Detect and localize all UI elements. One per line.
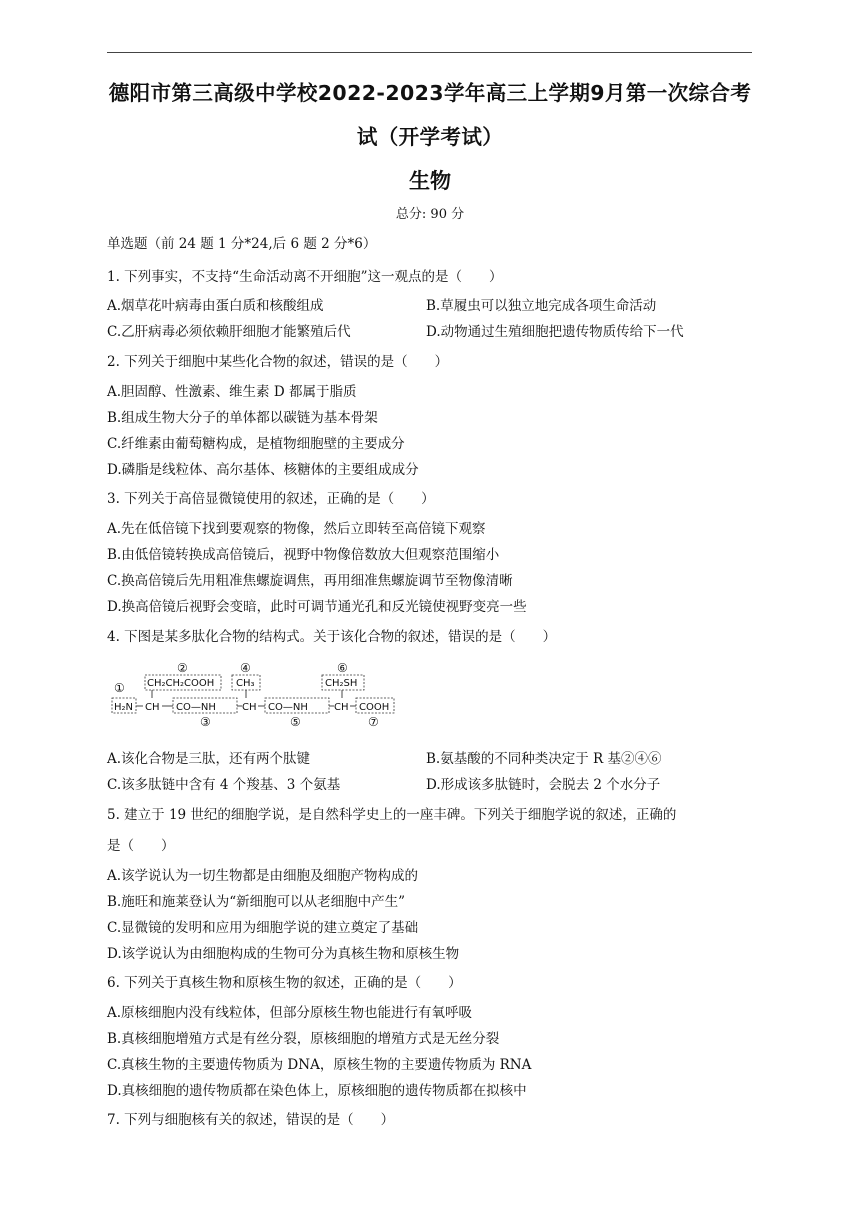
q1-option-b: B.草履虫可以独立地完成各项生命活动: [426, 298, 657, 314]
q5-option-c: C.显微镜的发明和应用为细胞学说的建立奠定了基础: [107, 920, 419, 936]
q6-option-a: A.原核细胞内没有线粒体，但部分原核生物也能进行有氧呼吸: [107, 1005, 473, 1021]
q3-option-c: C.换高倍镜后先用粗准焦螺旋调焦，再用细准焦螺旋调节至物像清晰: [107, 573, 513, 589]
label-3: ③: [200, 715, 211, 729]
label-7: ⑦: [368, 715, 379, 729]
amino-group: H₂N: [114, 702, 134, 713]
exam-title-line2: 试（开学考试）: [356, 125, 504, 149]
q7-stem: 7. 下列与细胞核有关的叙述，错误的是（ ）: [107, 1112, 395, 1128]
exam-title-line1: 德阳市第三高级中学校2022-2023学年高三上学期9月第一次综合考: [108, 81, 752, 105]
q3-option-d: D.换高倍镜后视野会变暗，此时可调节通光孔和反光镜使视野变亮一些: [107, 599, 527, 615]
r-group-4: CH₃: [236, 678, 255, 689]
peptide-bond-5: CO—NH: [268, 702, 308, 713]
q6-stem: 6. 下列关于真核生物和原核生物的叙述，正确的是（ ）: [107, 975, 462, 991]
q2-option-c: C.纤维素由葡萄糖构成，是植物细胞壁的主要成分: [107, 436, 405, 452]
q5-stem-line2: 是（ ）: [107, 838, 175, 854]
q6-option-c: C.真核生物的主要遗传物质为 DNA，原核生物的主要遗传物质为 RNA: [107, 1057, 532, 1073]
alpha-carbon-1: CH: [145, 702, 160, 713]
alpha-carbon-3: CH: [334, 702, 349, 713]
header-rule: [107, 52, 752, 53]
q4-option-d: D.形成该多肽链时，会脱去 2 个水分子: [426, 777, 661, 793]
q4-option-a: A.该化合物是三肽，还有两个肽键: [107, 751, 311, 767]
q5-option-d: D.该学说认为由细胞构成的生物可分为真核生物和原核生物: [107, 946, 460, 962]
q3-stem: 3. 下列关于高倍显微镜使用的叙述，正确的是（ ）: [107, 491, 435, 507]
q2-option-d: D.磷脂是线粒体、高尔基体、核糖体的主要组成成分: [107, 462, 419, 478]
q5-option-a: A.该学说认为一切生物都是由细胞及细胞产物构成的: [107, 868, 419, 884]
label-4: ④: [240, 661, 251, 675]
q4-stem: 4. 下图是某多肽化合物的结构式。关于该化合物的叙述，错误的是（ ）: [107, 629, 557, 645]
q2-stem: 2. 下列关于细胞中某些化合物的叙述，错误的是（ ）: [107, 354, 449, 370]
total-score: 总分: 90 分: [395, 207, 465, 222]
q3-option-b: B.由低倍镜转换成高倍镜后，视野中物像倍数放大但观察范围缩小: [107, 547, 500, 563]
q2-option-b: B.组成生物大分子的单体都以碳链为基本骨架: [107, 410, 378, 426]
section-heading: 单选题（前 24 题 1 分*24,后 6 题 2 分*6）: [107, 236, 377, 252]
q3-option-a: A.先在低倍镜下找到要观察的物像，然后立即转至高倍镜下观察: [107, 521, 486, 537]
label-2: ②: [177, 661, 188, 675]
q4-option-b: B.氨基酸的不同种类决定于 R 基②④⑥: [426, 751, 662, 767]
peptide-bond-3: CO—NH: [176, 702, 216, 713]
q1-option-c: C.乙肝病毒必须依赖肝细胞才能繁殖后代: [107, 324, 351, 340]
q4-option-c: C.该多肽链中含有 4 个羧基、3 个氨基: [107, 777, 341, 793]
alpha-carbon-2: CH: [242, 702, 257, 713]
q5-stem-line1: 5. 建立于 19 世纪的细胞学说，是自然科学史上的一座丰碑。下列关于细胞学说的叙述，正确的: [107, 807, 677, 823]
r-group-6: CH₂SH: [325, 678, 358, 689]
label-1: ①: [114, 681, 125, 695]
q6-option-b: B.真核细胞增殖方式是有丝分裂，原核细胞的增殖方式是无丝分裂: [107, 1031, 500, 1047]
q1-option-d: D.动物通过生殖细胞把遗传物质传给下一代: [426, 324, 684, 340]
q5-option-b: B.施旺和施莱登认为“新细胞可以从老细胞中产生”: [107, 894, 406, 910]
r-group-2: CH₂CH₂COOH: [147, 678, 215, 689]
q2-option-a: A.胆固醇、性激素、维生素 D 都属于脂质: [107, 384, 357, 400]
label-6: ⑥: [337, 661, 348, 675]
polypeptide-structure-diagram: [110, 660, 410, 730]
carboxyl-group: COOH: [359, 702, 390, 713]
q1-option-a: A.烟草花叶病毒由蛋白质和核酸组成: [107, 298, 324, 314]
q6-option-d: D.真核细胞的遗传物质都在染色体上，原核细胞的遗传物质都在拟核中: [107, 1083, 527, 1099]
label-5: ⑤: [290, 715, 301, 729]
q1-stem: 1. 下列事实，不支持“生命活动离不开细胞”这一观点的是（ ）: [107, 269, 503, 285]
subject-title: 生物: [409, 169, 451, 193]
